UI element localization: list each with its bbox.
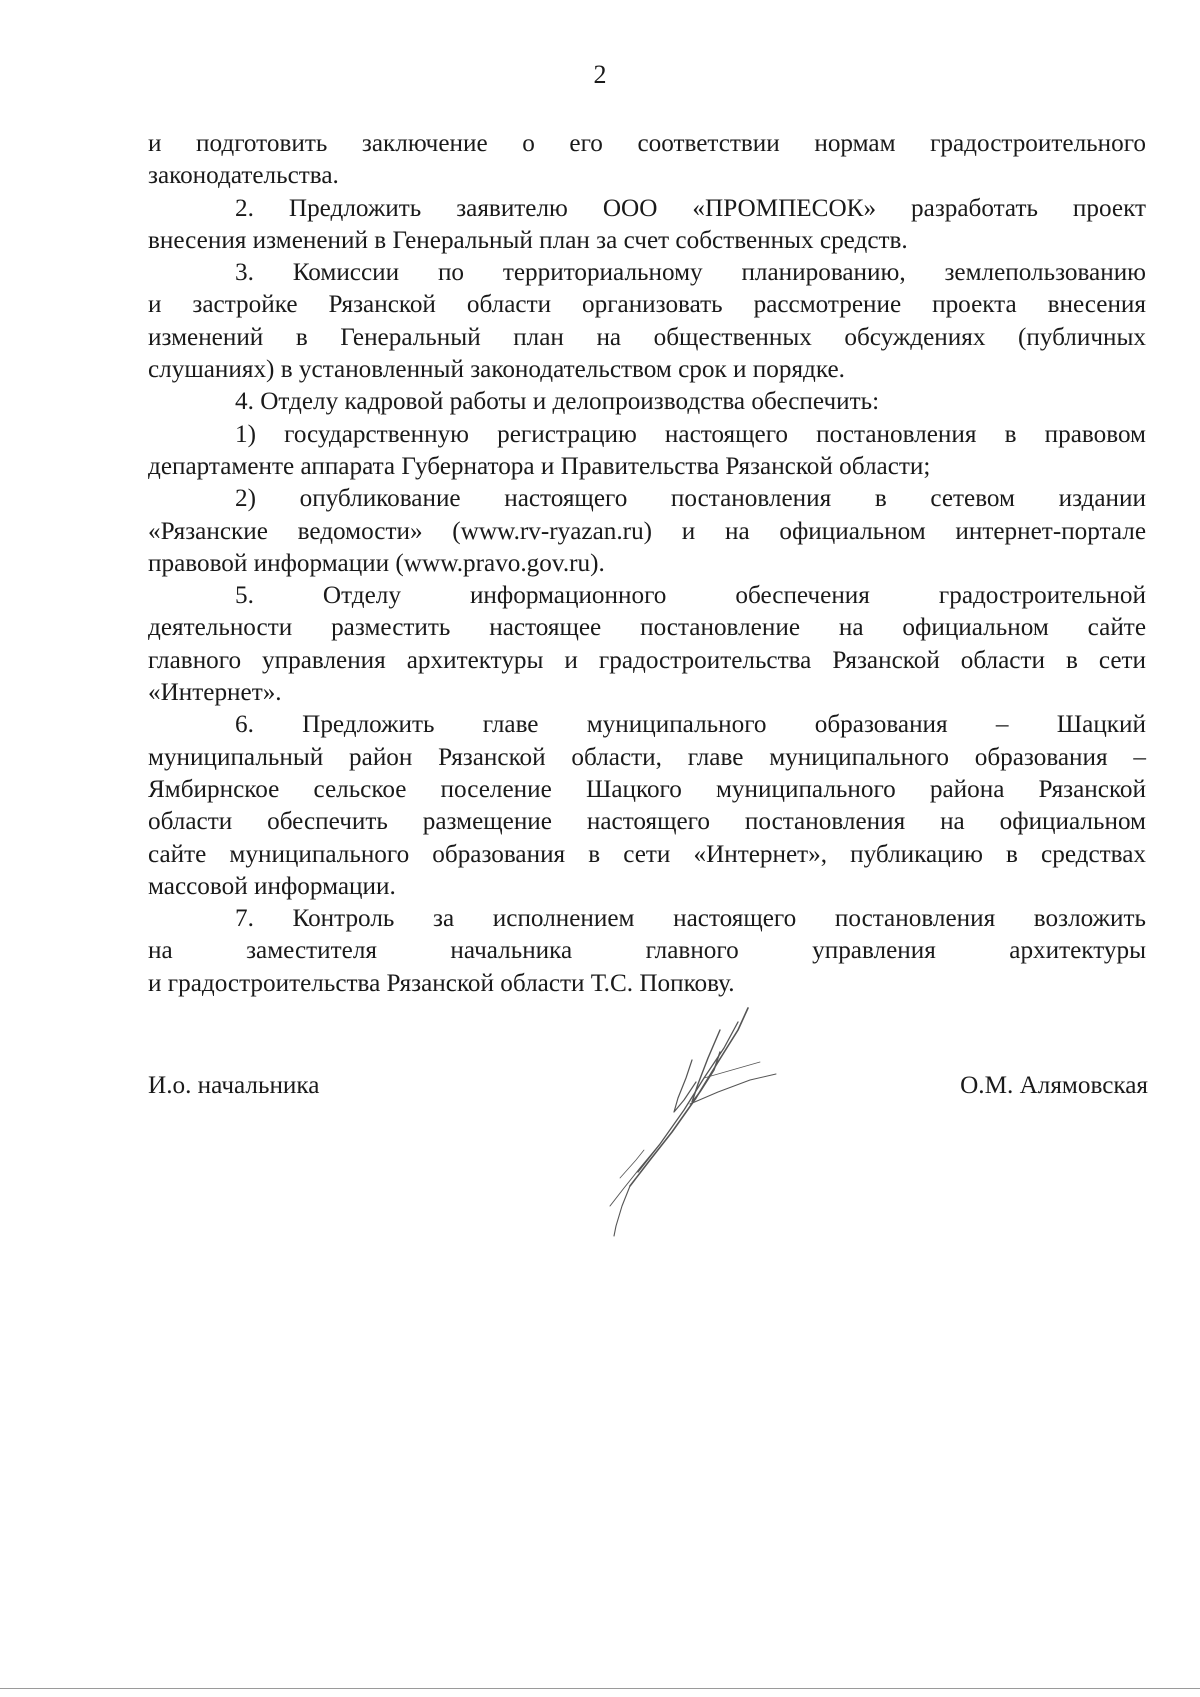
subitem-2-line: 2) опубликование настоящего постановления в сетевом издании — [235, 485, 1146, 513]
text-line: слушаниях) в установленный законодательством срок и порядке. — [148, 356, 845, 384]
item-4-line: 4. Отделу кадровой работы и делопроизводства обеспечить: — [235, 388, 880, 416]
text-line: сайте муниципального образования в сети «Интернет», публикацию в средствах — [148, 840, 1146, 868]
text-line: внесения изменений в Генеральный план за счет собственных средств. — [148, 226, 908, 254]
text-line: «Рязанские ведомости» (www.rv-ryazan.ru) и на официальном интернет-портале — [148, 517, 1146, 545]
bottom-scan-rule — [0, 1688, 1200, 1689]
signatory-name: О.М. Алямовская — [960, 1072, 1148, 1099]
item-3-line: 3. Комиссии по территориальному планированию, землепользованию — [235, 259, 1146, 287]
item-6-line: 6. Предложить главе муниципального образования – Шацкий — [235, 711, 1146, 739]
text-line: на заместителя начальника главного управления архитектуры — [148, 937, 1146, 965]
signatory-title: И.о. начальника — [148, 1072, 320, 1099]
text-line: муниципальный район Рязанской области, главе муниципального образования – — [148, 743, 1146, 771]
text-line: законодательства. — [148, 162, 339, 190]
text-line: деятельности разместить настоящее постановление на официальном сайте — [148, 614, 1146, 642]
item-2-line: 2. Предложить заявителю ООО «ПРОМПЕСОК» разработать проект — [235, 194, 1146, 222]
text-line: главного управления архитектуры и градостроительства Рязанской области в сети — [148, 646, 1146, 674]
subitem-1-line: 1) государственную регистрацию настоящего постановления в правовом — [235, 420, 1146, 448]
text-line: и градостроительства Рязанской области Т.С. Попкову. — [148, 969, 735, 997]
item-5-line: 5. Отделу информационного обеспечения градостроительной — [235, 582, 1146, 610]
text-line: и застройке Рязанской области организовать рассмотрение проекта внесения — [148, 291, 1146, 319]
handwritten-signature — [600, 1000, 820, 1240]
text-line: массовой информации. — [148, 872, 396, 900]
text-line: «Интернет». — [148, 679, 282, 707]
item-7-line: 7. Контроль за исполнением настоящего постановления возложить — [235, 905, 1146, 933]
text-line: Ямбирнское сельское поселение Шацкого муниципального района Рязанской — [148, 775, 1146, 803]
document-body — [148, 128, 1146, 1000]
text-line: департаменте аппарата Губернатора и Правительства Рязанской области; — [148, 452, 931, 480]
text-line: изменений в Генеральный план на общественных обсуждениях (публичных — [148, 323, 1146, 351]
page-number: 2 — [593, 60, 607, 89]
text-line: правовой информации (www.pravo.gov.ru). — [148, 549, 605, 577]
text-line: области обеспечить размещение настоящего постановления на официальном — [148, 808, 1146, 836]
text-line: и подготовить заключение о его соответствии нормам градостроительного — [148, 130, 1146, 157]
